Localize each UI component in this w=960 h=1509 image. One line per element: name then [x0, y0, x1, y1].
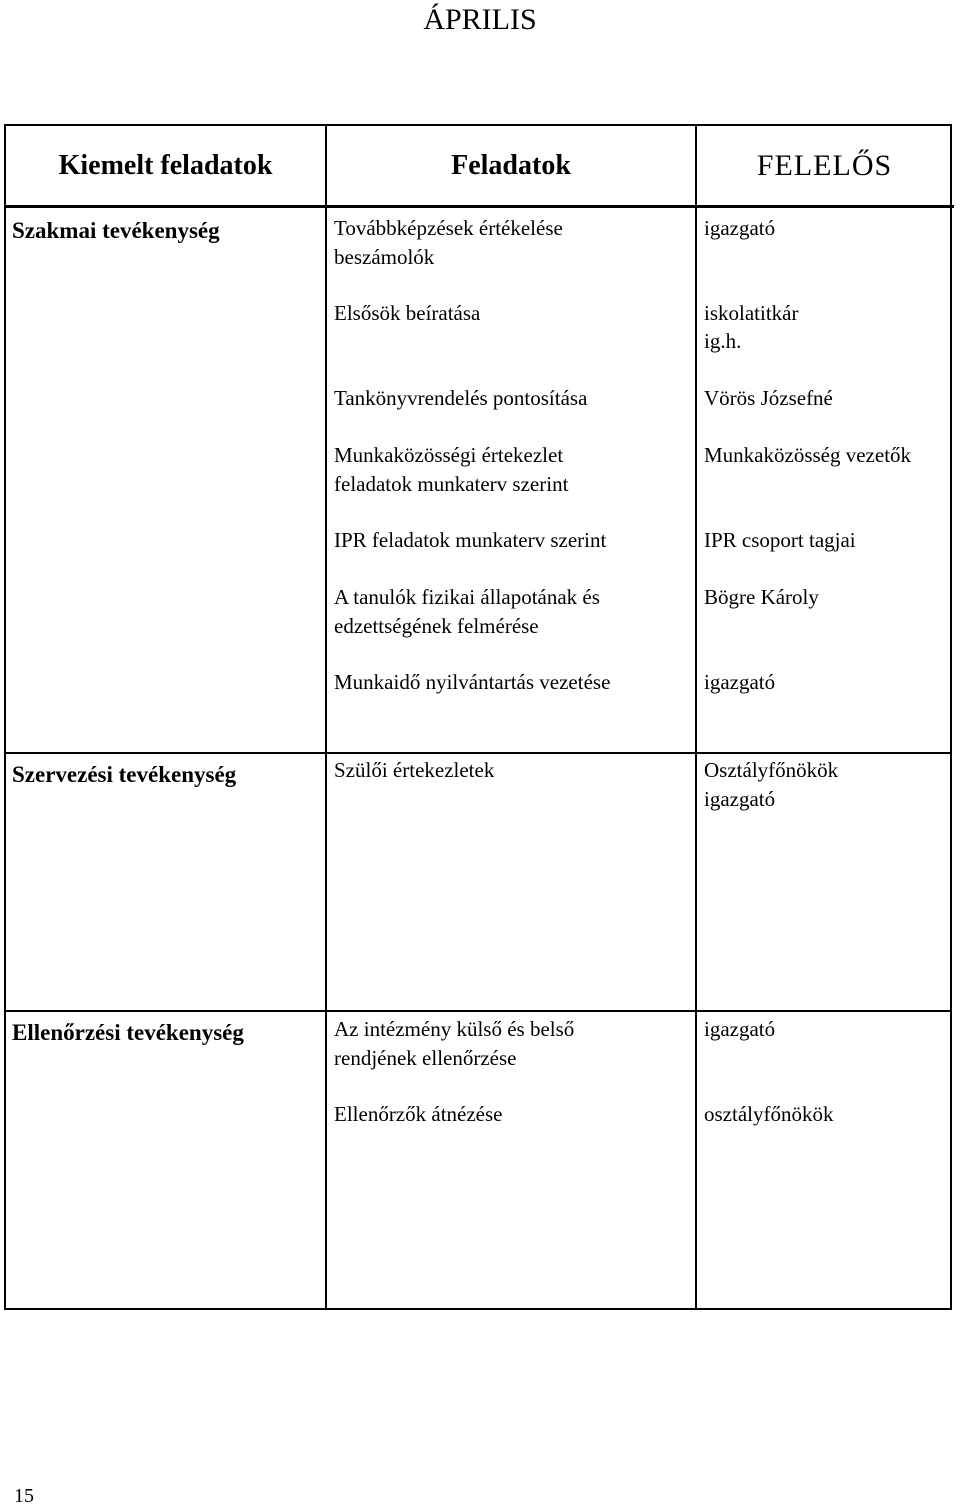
- responsible-munkakozosseg-vezetok: Munkaközösség vezetők: [704, 443, 912, 467]
- task-szuloi-ertekezletek: Szülői értekezletek: [334, 758, 495, 782]
- task-munkakozossegi-line2: feladatok munkaterv szerint: [334, 472, 569, 496]
- responsible-igh: ig.h.: [704, 329, 742, 353]
- header-kiemelt-feladatok: Kiemelt feladatok: [58, 150, 273, 181]
- page-number: 15: [14, 1485, 34, 1507]
- task-tovabbkepzesek-line1: Továbbképzések értékelése: [334, 216, 563, 240]
- column-divider-2: [695, 124, 697, 1310]
- task-ipr-feladatok: IPR feladatok munkaterv szerint: [334, 528, 607, 552]
- responsible-osztalyfonokok: Osztályfőnökök: [704, 758, 839, 782]
- responsible-igazgato-4: igazgató: [704, 1017, 776, 1041]
- responsible-ipr-csoport: IPR csoport tagjai: [704, 528, 856, 552]
- responsible-igazgato-1: igazgató: [704, 216, 776, 240]
- task-intezmeny-rend-line2: rendjének ellenőrzése: [334, 1046, 517, 1070]
- responsible-voros-jozsefne: Vörös Józsefné: [704, 386, 833, 410]
- category-szervezesi: Szervezési tevékenység: [12, 762, 237, 787]
- responsible-iskolatitkar: iskolatitkár: [704, 301, 799, 325]
- task-tankonyvrendeles: Tankönyvrendelés pontosítása: [334, 386, 588, 410]
- row-divider-1: [4, 752, 952, 754]
- task-ellenorzok-atnezese: Ellenőrzők átnézése: [334, 1102, 503, 1126]
- responsible-igazgato-3: igazgató: [704, 787, 776, 811]
- category-ellenorzesi: Ellenőrzési tevékenység: [12, 1020, 244, 1045]
- task-elsosok-beiratasa: Elsősök beíratása: [334, 301, 481, 325]
- responsible-bogre-karoly: Bögre Károly: [704, 585, 819, 609]
- responsible-igazgato-2: igazgató: [704, 670, 776, 694]
- task-tovabbkepzesek-line2: beszámolók: [334, 245, 435, 269]
- column-divider-1: [325, 124, 327, 1310]
- task-munkaido: Munkaidő nyilvántartás vezetése: [334, 670, 611, 694]
- page-title: ÁPRILIS: [423, 3, 537, 36]
- task-intezmeny-rend-line1: Az intézmény külső és belső: [334, 1017, 575, 1041]
- task-fizikai-allapot-line1: A tanulók fizikai állapotának és: [334, 585, 600, 609]
- task-munkakozossegi-line1: Munkaközösségi értekezlet: [334, 443, 564, 467]
- row-divider-2: [4, 1010, 952, 1012]
- category-szakmai: Szakmai tevékenység: [12, 218, 220, 243]
- header-felelos: FELELŐS: [756, 149, 893, 182]
- header-feladatok: Feladatok: [451, 150, 571, 181]
- responsible-osztalyfonokok-2: osztályfőnökök: [704, 1102, 834, 1126]
- task-fizikai-allapot-line2: edzettségének felmérése: [334, 614, 539, 638]
